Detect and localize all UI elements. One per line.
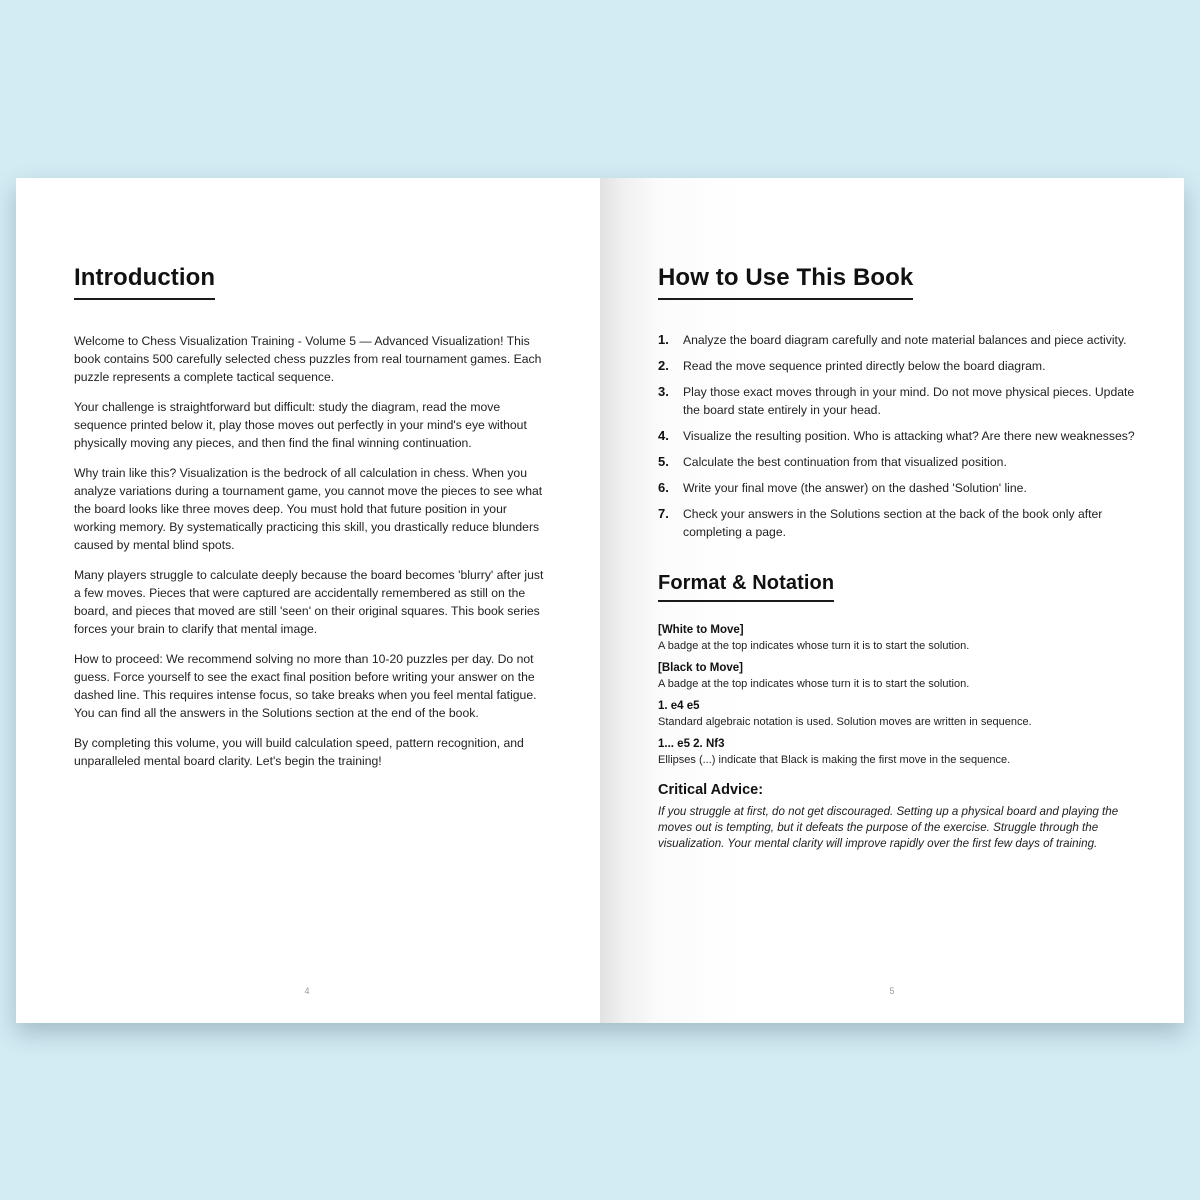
- intro-paragraph: By completing this volume, you will build calculation speed, pattern recognition, and unparalleled mental board clarity. Let's begin the training!: [74, 736, 524, 768]
- book-spread: [16, 178, 1184, 1023]
- step-item: [658, 331, 1136, 349]
- left-page: [16, 178, 600, 1023]
- step-text: Read the move sequence printed directly below the board diagram.: [683, 359, 1046, 373]
- step-text: Calculate the best continuation from that visualized position.: [683, 455, 1007, 469]
- right-page: [600, 178, 1184, 1023]
- critical-advice-text: If you struggle at first, do not get discouraged. Setting up a physical board and playing the moves out is tempting, but it defeats the purpose of the exercise. Struggle through the visualization. Your mental clarity will improve rapidly over the first few days of training.: [658, 805, 1119, 850]
- step-text: Visualize the resulting position. Who is attacking what? Are there new weaknesses?: [683, 429, 1135, 443]
- step-item: [658, 383, 1136, 419]
- notation-description: Standard algebraic notation is used. Solution moves are written in sequence.: [658, 716, 1032, 728]
- step-number: 6.: [658, 480, 669, 495]
- step-number: 3.: [658, 384, 669, 399]
- notation-list: [658, 622, 1138, 774]
- format-notation-heading: Format & Notation: [658, 572, 834, 602]
- introduction-body: [74, 332, 544, 782]
- step-item: [658, 357, 1136, 375]
- notation-term: 1. e4 e5: [658, 700, 700, 712]
- step-item: [658, 505, 1136, 541]
- instruction-steps: [658, 331, 1136, 549]
- step-text: Write your final move (the answer) on the dashed 'Solution' line.: [683, 481, 1027, 495]
- step-number: 1.: [658, 332, 669, 347]
- step-item: [658, 453, 1136, 471]
- page-number: 4: [304, 986, 310, 996]
- intro-paragraph: Why train like this? Visualization is the bedrock of all calculation in chess. When you analyze variations during a tournament game, you cannot move the pieces to see what the board looks like three moves deep. You must hold that future position in your working memory. By systematically practicing this skill, you drastically reduce blunders caused by mental blind spots.: [74, 466, 543, 552]
- notation-description: Ellipses (...) indicate that Black is making the first move in the sequence.: [658, 754, 1011, 766]
- step-text: Check your answers in the Solutions section at the back of the book only after completing a page.: [683, 507, 1103, 539]
- notation-description: A badge at the top indicates whose turn it is to start the solution.: [658, 678, 970, 690]
- critical-advice-title: Critical Advice:: [658, 782, 764, 798]
- step-number: 5.: [658, 454, 669, 469]
- notation-term: 1... e5 2. Nf3: [658, 738, 725, 750]
- step-number: 4.: [658, 428, 669, 443]
- step-item: [658, 427, 1136, 445]
- step-number: 7.: [658, 506, 669, 521]
- how-to-use-heading: How to Use This Book: [658, 264, 913, 300]
- notation-item: [658, 736, 1138, 768]
- notation-term: [Black to Move]: [658, 662, 743, 674]
- notation-term: [White to Move]: [658, 624, 744, 636]
- intro-paragraph: How to proceed: We recommend solving no more than 10-20 puzzles per day. Do not guess. Force yourself to see the exact final position before writing your answer on the dashed line. This requires intense focus, so take breaks when you feel mental fatigue. You can find all the answers in the Solutions section at the end of the book.: [74, 652, 537, 720]
- step-number: 2.: [658, 358, 669, 373]
- notation-item: [658, 622, 1138, 654]
- step-item: [658, 479, 1136, 497]
- intro-paragraph: Many players struggle to calculate deeply because the board becomes 'blurry' after just a few moves. Pieces that were captured are accidentally remembered as still on the board, and pieces that moved are still 'seen' on their original squares. This book series forces your brain to clarify that mental image.: [74, 568, 544, 636]
- introduction-heading: Introduction: [74, 264, 215, 300]
- step-text: Play those exact moves through in your mind. Do not move physical pieces. Update the board state entirely in your head.: [683, 385, 1135, 417]
- page-number: 5: [889, 986, 895, 996]
- notation-item: [658, 660, 1138, 692]
- notation-item: [658, 698, 1138, 730]
- step-text: Analyze the board diagram carefully and note material balances and piece activity.: [683, 333, 1127, 347]
- intro-paragraph: Welcome to Chess Visualization Training - Volume 5 — Advanced Visualization! This book contains 500 carefully selected chess puzzles from real tournament games. Each puzzle represents a complete tactical sequence.: [74, 334, 542, 384]
- notation-description: A badge at the top indicates whose turn it is to start the solution.: [658, 640, 970, 652]
- intro-paragraph: Your challenge is straightforward but difficult: study the diagram, read the move sequence printed below it, play those moves out perfectly in your mind's eye without physically moving any pieces, and then find the final winning continuation.: [74, 400, 527, 450]
